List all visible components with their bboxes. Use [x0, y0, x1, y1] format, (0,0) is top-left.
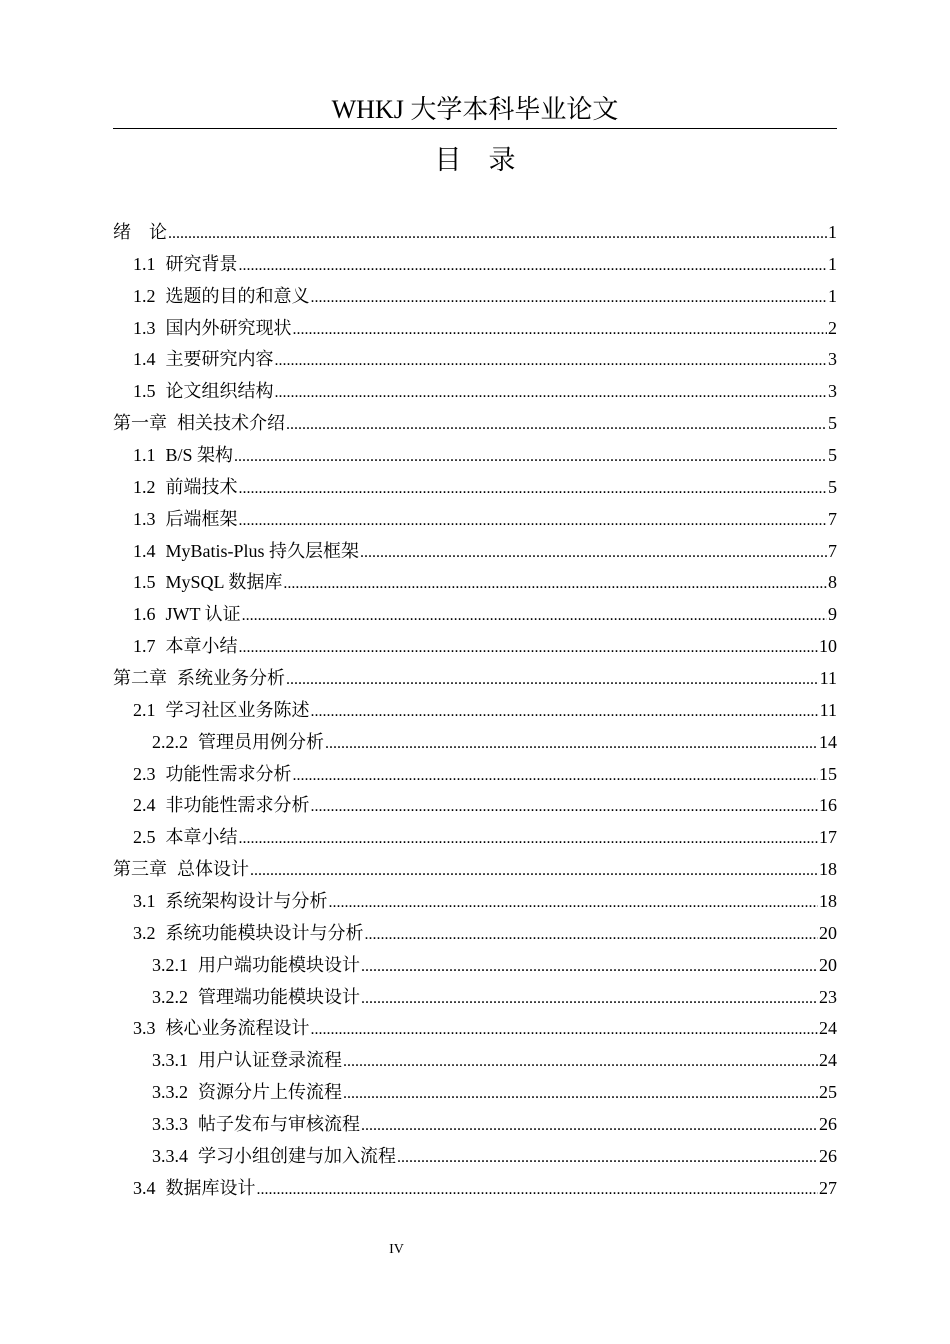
toc-entry[interactable] [113, 536, 837, 568]
toc-entry-number: 1.2 [133, 285, 156, 306]
toc-entry[interactable] [113, 408, 837, 440]
toc-entry-title: 资源分片上传流程 [198, 1082, 342, 1103]
toc-entry-page: 23 [819, 986, 837, 1007]
toc-entry[interactable] [113, 599, 837, 631]
toc-entry-page: 26 [819, 1145, 837, 1166]
dot-leader [242, 599, 827, 632]
toc-heading: 目 录 [434, 145, 516, 176]
dot-leader [239, 472, 828, 505]
toc-entry-title: MySQL 数据库 [165, 572, 283, 593]
toc-entry-title: 总体设计 [177, 859, 249, 880]
dot-leader [361, 982, 818, 1015]
toc-entry-title: 系统架构设计与分析 [165, 891, 328, 912]
toc-entry-number: 2.5 [133, 827, 156, 848]
toc-entry[interactable] [113, 790, 837, 822]
toc-entry-title: 本章小结 [165, 636, 238, 657]
toc-entry-number: 1.3 [133, 317, 156, 338]
toc-entry-title: 前端技术 [165, 476, 238, 497]
toc-entry-number: 3.3.4 [152, 1145, 188, 1166]
toc-entry-number: 3.2.2 [152, 986, 188, 1007]
toc-entry-page: 2 [828, 317, 837, 338]
toc-entry-number: 2.4 [133, 795, 156, 816]
dot-leader [239, 631, 819, 664]
toc-entry-title: 论文组织结构 [165, 381, 274, 402]
toc-entry-number: 2.1 [133, 699, 156, 720]
toc-entry-title: 管理端功能模块设计 [198, 986, 360, 1007]
toc-entry-number: 3.3 [133, 1018, 156, 1039]
toc-entry-page: 20 [819, 954, 837, 975]
toc-entry[interactable] [113, 281, 837, 313]
dot-leader [311, 1013, 819, 1046]
toc-entry-title: 学习小组创建与加入流程 [198, 1145, 396, 1166]
dot-leader [311, 790, 819, 823]
toc-entry-page: 27 [819, 1177, 837, 1198]
toc-entry[interactable] [113, 918, 837, 950]
toc-entry-page: 5 [828, 476, 837, 497]
dot-leader [286, 408, 827, 441]
toc-entry[interactable] [113, 217, 837, 249]
toc-entry-number: 1.1 [133, 253, 156, 274]
toc-entry-number: 3.3.3 [152, 1114, 188, 1135]
toc-entry-title: 核心业务流程设计 [165, 1018, 310, 1039]
toc-entry-page: 5 [828, 445, 837, 466]
toc-entry-page: 1 [828, 253, 837, 274]
toc-entry-title: 管理员用例分析 [198, 731, 324, 752]
toc-entry-title: 学习社区业务陈述 [165, 699, 310, 720]
dot-leader [275, 376, 828, 409]
toc-entry-number: 1.7 [133, 636, 156, 657]
toc-entry[interactable] [113, 631, 837, 663]
toc-entry-page: 1 [828, 285, 837, 306]
toc-entry-title: 用户端功能模块设计 [198, 954, 360, 975]
page-number: IV [389, 1242, 404, 1257]
toc-entry[interactable] [113, 727, 837, 759]
toc-entry-title: 绪 论 [113, 222, 167, 242]
toc-entry-title: JWT 认证 [165, 604, 241, 625]
toc-entry[interactable] [113, 950, 837, 982]
toc-entry-number: 3.2.1 [152, 954, 188, 975]
toc-entry[interactable] [113, 344, 837, 376]
dot-leader [239, 822, 819, 855]
dot-leader [293, 759, 819, 792]
toc-entry-page: 25 [819, 1082, 837, 1103]
toc-entry-page: 24 [819, 1018, 837, 1039]
toc-entry[interactable] [113, 1173, 837, 1205]
dot-leader [168, 217, 827, 250]
toc-entry-number: 3.3.1 [152, 1050, 188, 1071]
toc-entry[interactable] [113, 567, 837, 599]
dot-leader [234, 440, 827, 473]
toc-entry-number: 第三章 [113, 859, 167, 880]
toc-entry-page: 15 [819, 763, 837, 784]
toc-entry[interactable] [113, 504, 837, 536]
dot-leader [311, 281, 828, 314]
toc-entry-title: 相关技术介绍 [177, 413, 285, 434]
toc-entry-page: 24 [819, 1050, 837, 1071]
dot-leader [397, 1141, 818, 1174]
toc-entry[interactable] [113, 1077, 837, 1109]
dot-leader [250, 854, 818, 887]
toc-entry-page: 18 [819, 891, 837, 912]
toc-entry-page: 7 [828, 540, 837, 561]
toc-entry-number: 1.5 [133, 381, 156, 402]
dot-leader [361, 950, 818, 983]
toc-entry-number: 2.2.2 [152, 731, 188, 752]
toc-entry-number: 1.4 [133, 349, 156, 370]
dot-leader [311, 695, 819, 728]
dot-leader [257, 1173, 819, 1206]
toc-entry-number: 1.5 [133, 572, 156, 593]
toc-entry-title: 帖子发布与审核流程 [198, 1114, 360, 1135]
dot-leader [343, 1077, 818, 1110]
toc-entry-page: 10 [819, 636, 837, 657]
toc-entry-number: 第一章 [113, 413, 167, 434]
dot-leader [365, 918, 819, 951]
toc-entry-title: 数据库设计 [165, 1177, 256, 1198]
toc-entry[interactable] [113, 472, 837, 504]
dot-leader [343, 1045, 818, 1078]
dot-leader [329, 886, 819, 919]
toc-entry-number: 1.1 [133, 445, 156, 466]
toc-entry-title: 本章小结 [165, 827, 238, 848]
toc-entry-title: 研究背景 [165, 253, 238, 274]
toc-entry-title: 系统业务分析 [177, 668, 285, 689]
toc-entry-title: 国内外研究现状 [165, 317, 292, 338]
toc-entry-page: 9 [828, 604, 837, 625]
toc-entry-number: 3.4 [133, 1177, 156, 1198]
toc-entry-number: 1.3 [133, 508, 156, 529]
dot-leader [360, 536, 827, 569]
toc-entry-title: MyBatis-Plus 持久层框架 [165, 540, 360, 561]
dot-leader [293, 313, 828, 346]
toc-entry-number: 1.4 [133, 540, 156, 561]
dot-leader [239, 249, 828, 282]
table-of-contents [113, 217, 837, 1205]
toc-entry-page: 1 [828, 222, 837, 242]
toc-entry-page: 8 [828, 572, 837, 593]
dot-leader [275, 344, 828, 377]
dot-leader [325, 727, 818, 760]
toc-entry[interactable] [113, 886, 837, 918]
toc-entry-page: 3 [828, 349, 837, 370]
toc-entry-number: 第二章 [113, 668, 167, 689]
toc-entry-title: 用户认证登录流程 [198, 1050, 342, 1071]
toc-entry-page: 5 [828, 413, 837, 434]
header-divider [113, 128, 837, 129]
toc-entry-title: 功能性需求分析 [165, 763, 292, 784]
toc-entry[interactable] [113, 440, 837, 472]
toc-entry[interactable] [113, 1109, 837, 1141]
toc-entry-page: 17 [819, 827, 837, 848]
toc-entry[interactable] [113, 376, 837, 408]
toc-entry-number: 1.6 [133, 604, 156, 625]
dot-leader [239, 504, 828, 537]
toc-entry[interactable] [113, 249, 837, 281]
toc-entry-page: 26 [819, 1114, 837, 1135]
toc-entry-title: B/S 架构 [165, 445, 234, 466]
toc-entry[interactable] [113, 822, 837, 854]
toc-entry[interactable] [113, 854, 837, 886]
toc-entry[interactable] [113, 982, 837, 1014]
dot-leader [283, 567, 827, 600]
toc-entry[interactable] [113, 695, 837, 727]
toc-entry-title: 系统功能模块设计与分析 [165, 922, 364, 943]
toc-entry-page: 16 [819, 795, 837, 816]
toc-entry-title: 后端框架 [165, 508, 238, 529]
toc-entry[interactable] [113, 1045, 837, 1077]
toc-entry-page: 20 [819, 922, 837, 943]
toc-entry-title: 非功能性需求分析 [165, 795, 310, 816]
toc-entry-page: 7 [828, 508, 837, 529]
toc-entry-number: 3.2 [133, 922, 156, 943]
toc-entry-title: 选题的目的和意义 [165, 285, 310, 306]
toc-entry-page: 11 [819, 699, 837, 720]
dot-leader [361, 1109, 818, 1142]
toc-entry-page: 18 [819, 859, 837, 880]
toc-entry-page: 14 [819, 731, 837, 752]
toc-entry-page: 11 [819, 668, 837, 689]
toc-entry-title: 主要研究内容 [165, 349, 274, 370]
dot-leader [286, 663, 819, 696]
toc-entry[interactable] [113, 663, 837, 695]
running-header-title: WHKJ 大学本科毕业论文 [331, 95, 619, 124]
toc-entry[interactable] [113, 1013, 837, 1045]
toc-entry[interactable] [113, 759, 837, 791]
toc-entry-number: 2.3 [133, 763, 156, 784]
toc-entry-number: 3.3.2 [152, 1082, 188, 1103]
toc-entry-number: 3.1 [133, 891, 156, 912]
toc-entry-number: 1.2 [133, 476, 156, 497]
toc-entry-page: 3 [828, 381, 837, 402]
toc-entry[interactable] [113, 1141, 837, 1173]
toc-entry[interactable] [113, 313, 837, 345]
